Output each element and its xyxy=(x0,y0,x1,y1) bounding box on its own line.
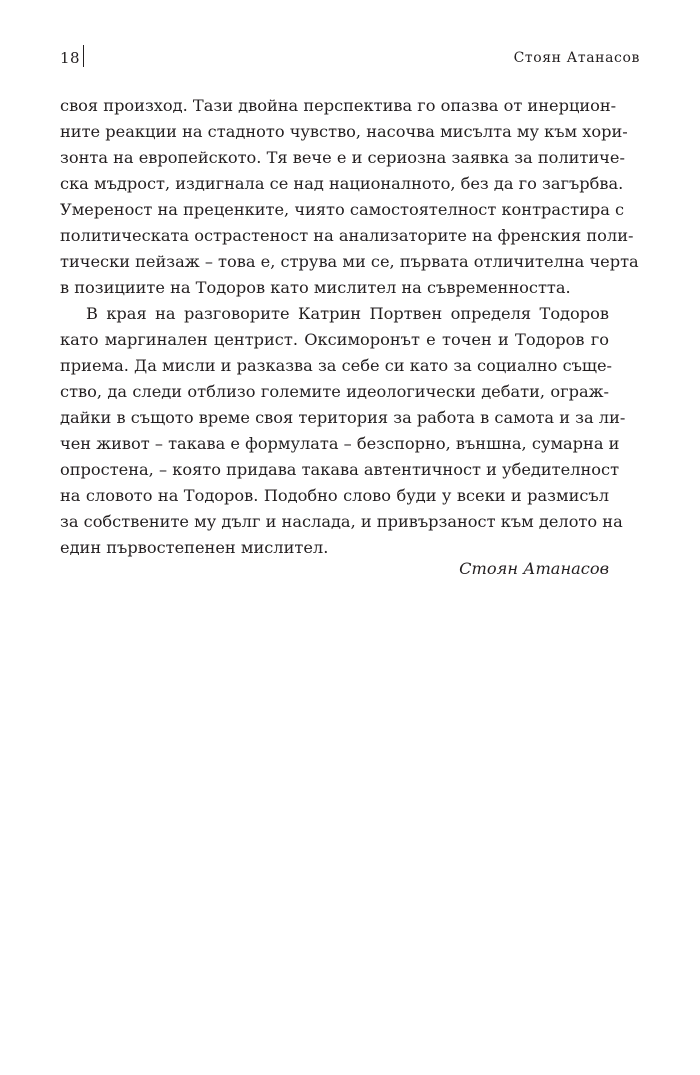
text-line: дайки в същото време своя територия за работа в самота и за ли- xyxy=(60,408,626,427)
text-line: приема. Да мисли и разказва за себе си като за социално съще- xyxy=(60,356,613,375)
text-line: Умереност на преценките, чиято самостоятелност контрастира с xyxy=(60,200,625,219)
text-line: своя произход. Тази двойна перспектива го опазва от инерцион- xyxy=(60,96,617,115)
text-line: в позициите на Тодоров като мислител на съвременността. xyxy=(60,278,571,297)
text-line: един първостепенен мислител. xyxy=(60,538,329,557)
text-line: за собствените му дълг и наслада, и привързаност към делото на xyxy=(60,512,623,531)
text-line: ство, да следи отблизо големите идеологически дебати, ограж- xyxy=(60,382,609,401)
text-line: като маргинален центрист. Оксиморонът е точен и Тодоров го xyxy=(60,330,609,349)
body-text xyxy=(60,93,639,561)
header-divider xyxy=(83,45,84,67)
text-line: ска мъдрост, издигнала се над националното, без да го загърбва. xyxy=(60,174,624,193)
author-signature: Стоян Атанасов xyxy=(459,559,609,578)
text-line: чен живот – такава е формулата – безспорно, външна, сумарна и xyxy=(60,434,620,453)
page-header xyxy=(0,0,700,80)
text-line: ните реакции на стадното чувство, насочва мисълта му към хори- xyxy=(60,122,628,141)
text-line: политическата острастеност на анализаторите на френския поли- xyxy=(60,226,634,245)
text-line: тически пейзаж – това е, струва ми се, първата отличителна черта xyxy=(60,252,639,271)
paragraph-2 xyxy=(60,301,626,561)
text-line: опростена, – която придава такава автентичност и убедителност xyxy=(60,460,620,479)
page-number: 18 xyxy=(60,49,81,67)
paragraph-1 xyxy=(60,93,639,301)
text-line: на словото на Тодоров. Подобно слово буди у всеки и размисъл xyxy=(60,486,609,505)
running-head-author: Стоян Атанасов xyxy=(513,50,640,66)
text-line: зонта на европейското. Тя вече е и сериозна заявка за политиче- xyxy=(60,148,625,167)
text-line: В края на разговорите Катрин Портвен определя Тодоров xyxy=(86,304,609,323)
